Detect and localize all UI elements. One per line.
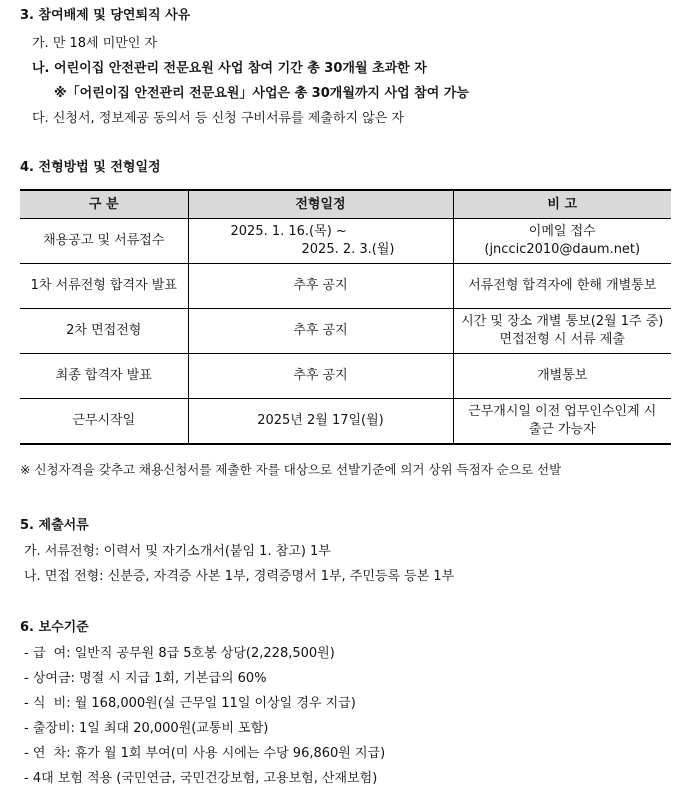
pay-insurance: - 4대 보험 적용 (국민연금, 국민건강보험, 고용보험, 산재보험) [24,771,378,786]
section-4-heading: 4. 전형방법 및 전형일정 [20,160,161,175]
row-note: 개별통보 [453,354,671,399]
pay-meal: - 식 비: 월 168,000원(실 근무일 11일 이상일 경우 지급) [24,696,356,711]
schedule-end: 2025. 2. 3.(월) [301,242,395,257]
row-note: 서류전형 합격자에 한해 개별통보 [453,264,671,309]
section-3-note: ※「어린이집 안전관리 전문요원」사업은 총 30개월까지 사업 참여 가능 [54,86,469,101]
pay-bonus: - 상여금: 명절 시 지급 1회, 기본급의 60% [24,671,267,686]
section-5-heading: 5. 제출서류 [20,518,89,533]
table-header-row [20,190,671,219]
pay-travel: - 출장비: 1일 최대 20,000원(교통비 포함) [24,721,269,736]
note-line: 면접전형 시 서류 제출 [499,332,625,347]
note-email: (jnccic2010@daum.net) [484,242,641,257]
selection-note: ※ 신청자격을 갖추고 채용신청서를 제출한 자를 대상으로 선발기준에 의거 상위 득점자 순으로 선발 [20,462,562,477]
pay-salary: - 급 여: 일반직 공무원 8급 5호봉 상당(2,228,500원) [24,646,335,661]
section-6-heading: 6. 보수기준 [20,620,89,635]
row-note [453,219,671,264]
row-schedule: 추후 공지 [188,264,453,309]
row-schedule: 2025년 2월 17일(월) [188,399,453,445]
section-3-item-na: 나. 어린이집 안전관리 전문요원 사업 참여 기간 총 30개월 초과한 자 [32,61,427,76]
table-row [20,219,671,264]
row-schedule: 추후 공지 [188,354,453,399]
section-3-item-da: 다. 신청서, 정보제공 동의서 등 신청 구비서류를 제출하지 않은 자 [32,111,404,126]
table-row [20,399,671,445]
note-line: 시간 및 장소 개별 통보(2월 1주 중) [461,314,664,329]
row-label: 최종 합격자 발표 [20,354,188,399]
column-header-schedule: 전형일정 [188,190,453,219]
row-schedule [188,219,453,264]
table-row [20,309,671,354]
column-header-note: 비 고 [453,190,671,219]
section-5-item-na: 나. 면접 전형: 신분증, 자격증 사본 1부, 경력증명서 1부, 주민등록 등본 1부 [24,569,455,584]
row-schedule: 추후 공지 [188,309,453,354]
section-5-item-ga: 가. 서류전형: 이력서 및 자기소개서(붙임 1. 참고) 1부 [24,544,331,559]
note-line: 출근 가능자 [528,422,596,437]
row-note [453,399,671,445]
row-note [453,309,671,354]
table-row [20,354,671,399]
schedule-start: 2025. 1. 16.(목) ~ [230,224,347,239]
note-line: 근무개시일 이전 업무인수인계 시 [468,404,657,419]
row-label: 2차 면접전형 [20,309,188,354]
section-3-heading: 3. 참여배제 및 당연퇴직 사유 [20,8,191,23]
row-label: 채용공고 및 서류접수 [20,219,188,264]
pay-leave: - 연 차: 휴가 월 1회 부여(미 사용 시에는 수당 96,860원 지급) [24,746,386,761]
schedule-table [20,189,671,445]
row-label: 1차 서류전형 합격자 발표 [20,264,188,309]
row-label: 근무시작일 [20,399,188,445]
column-header-category: 구 분 [20,190,188,219]
section-3-item-ga: 가. 만 18세 미만인 자 [32,36,158,51]
note-line: 이메일 접수 [528,224,596,239]
table-row [20,264,671,309]
